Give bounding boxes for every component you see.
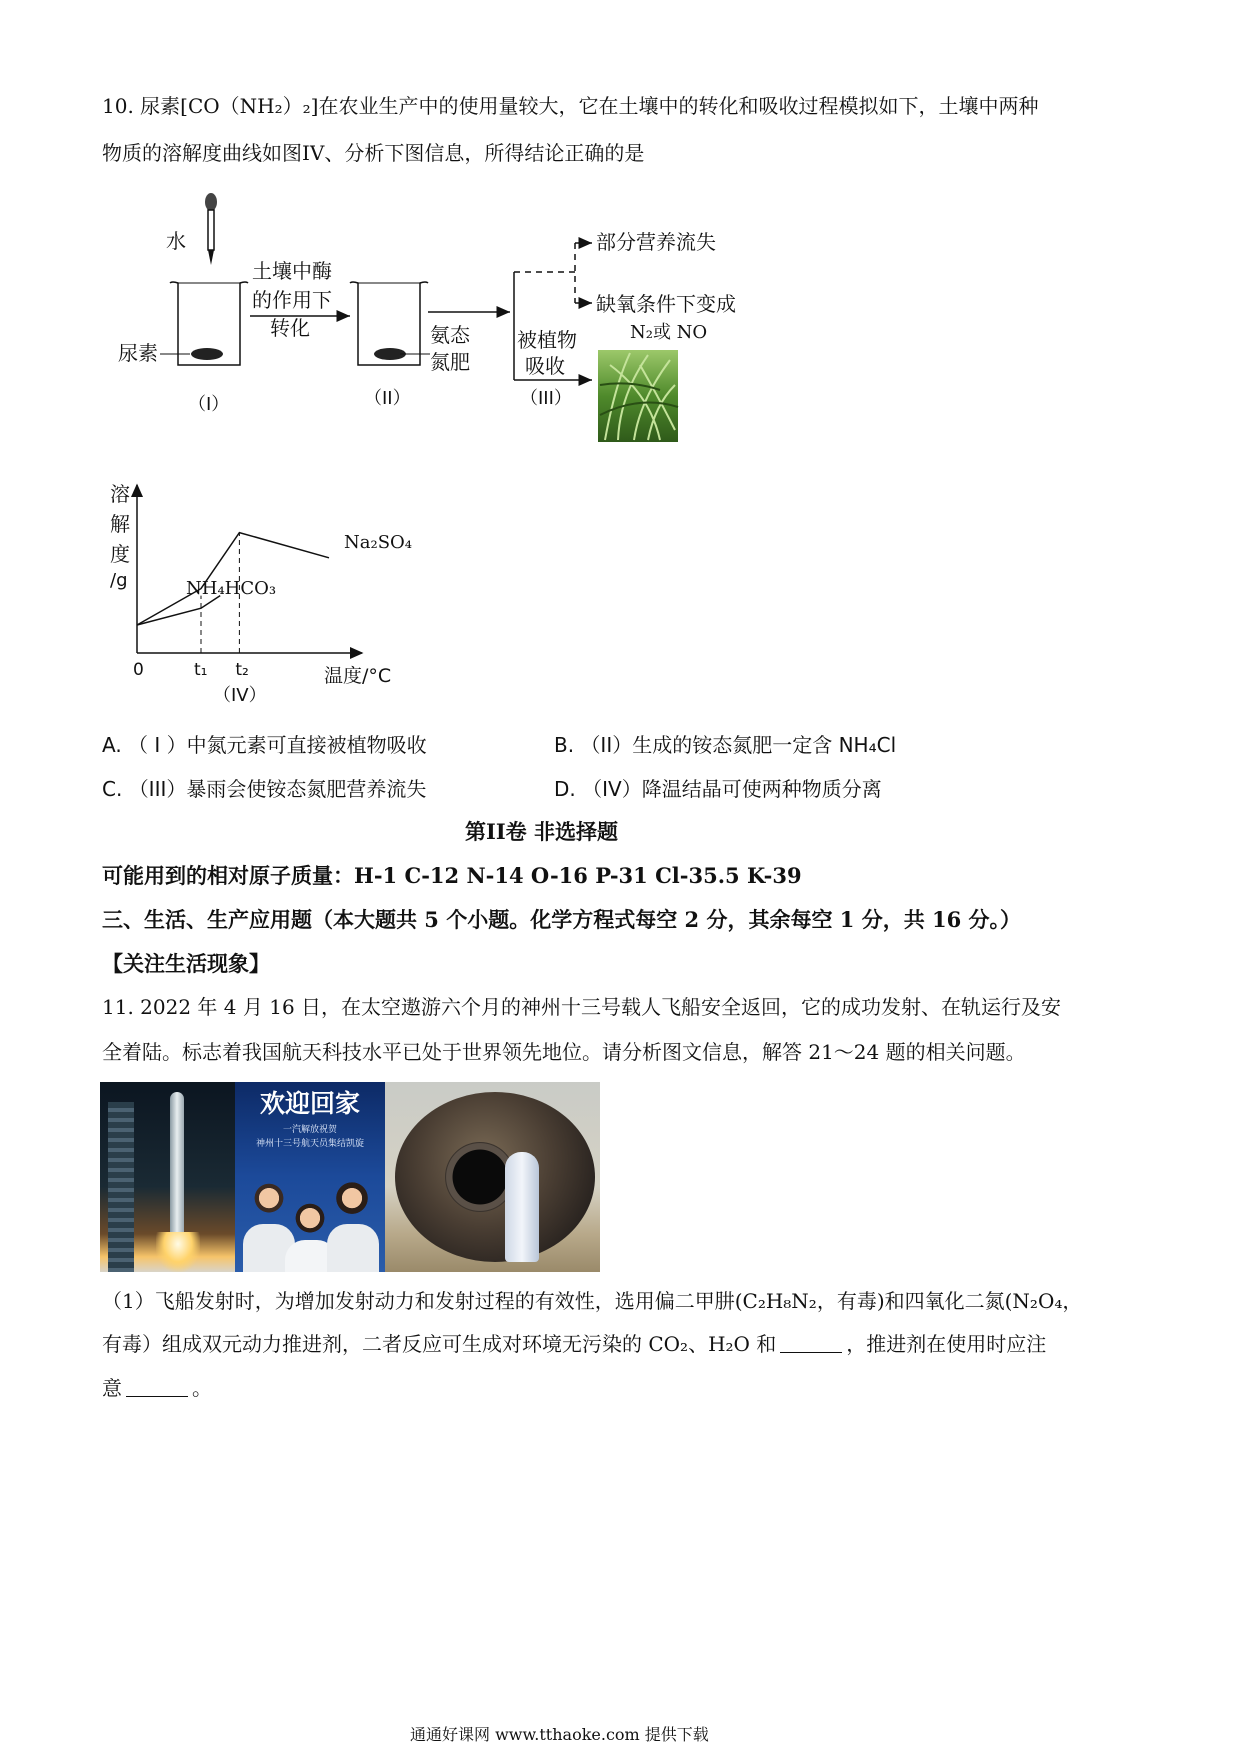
q11-part1-line3-end: 。 [192,1376,212,1400]
urea-pile-icon [191,348,223,360]
option-a-key: A. [102,733,122,757]
option-b-text: （II）生成的铵态氮肥一定含 NH₄Cl [580,733,897,757]
answer-blank-2[interactable] [126,1378,188,1397]
option-c-text: （III）暴雨会使铵态氮肥营养流失 [128,777,427,801]
poster-title: 欢迎回家 [259,1089,360,1118]
poster-subtitle-2: 神州十三号航天员集结凯旋 [255,1139,364,1149]
q11-stem-line2: 全着陆。标志着我国航天科技水平已处于世界领先地位。请分析图文信息，解答 21～24 题的相关问题。 [102,1040,1026,1064]
fertilizer-text-2: 氮肥 [430,350,470,374]
welcome-home-poster [235,1082,385,1272]
q11-part1-line2-end: ，推进剂在使用时应注 [846,1332,1047,1356]
option-b-key: B. [554,733,575,757]
x-tick-0: 0 [133,660,144,680]
urea-process-diagram [100,185,740,445]
option-c-key: C. [102,777,123,801]
label-iii: （III） [520,388,572,409]
absorb-text-2: 吸收 [525,354,565,378]
dropper-icon [205,193,217,265]
option-b[interactable] [554,731,896,759]
section-title: 第II卷 非选择题 [465,819,618,844]
series-nh4hco3 [137,596,220,625]
option-d[interactable] [554,775,882,803]
urea-label: 尿素 [118,341,158,365]
q11-part1-line1: （1）飞船发射时，为增加发射动力和发射过程的有效性，选用偏二甲肼(C₂H₈N₂，有毒)和四氧化二氮(N₂O₄， [102,1289,1083,1313]
q10-stem-line1: 10. 尿素[CO（NH₂）₂]在农业生产中的使用量较大，它在土壤中的转化和吸收过程模拟如下，土壤中两种 [102,94,1039,118]
solubility-chart [100,475,440,715]
y-label-2: 解 [110,512,130,536]
chart-caption: （IV） [213,685,267,706]
x-tick-t1: t₁ [194,660,208,680]
label-i: （I） [188,394,230,415]
option-c[interactable] [102,775,426,803]
gases-label: N₂或 NO [630,322,708,343]
q11-part1-line2 [102,1330,1046,1358]
option-d-key: D. [554,777,576,801]
series-na2so4-label: Na₂SO₄ [344,532,413,553]
x-tick-t2: t₂ [235,660,249,680]
arrow1-text-3: 转化 [270,316,310,340]
anoxic-label: 缺氧条件下变成 [596,292,736,316]
water-label: 水 [166,229,186,253]
y-label-3: 度 [110,542,130,566]
part-three-heading: 三、生活、生产应用题（本大题共 5 个小题。化学方程式每空 2 分，其余每空 1 分，共 16 分。） [102,907,1022,932]
answer-blank-1[interactable] [780,1334,842,1353]
q11-stem-line1: 11. 2022 年 4 月 16 日，在太空遨游六个月的神州十三号载人飞船安全返回，它的成功发射、在轨运行及安 [102,995,1062,1019]
option-d-text: （IV）降温结晶可使两种物质分离 [582,777,882,801]
q11-part1-line3 [102,1374,212,1402]
loss-label: 部分营养流失 [596,230,716,254]
poster-subtitle-1: 一汽解放祝贺 [282,1125,337,1135]
x-label: 温度/°C [324,665,392,687]
series-nh4hco3-label: NH₄HCO₃ [186,578,277,599]
option-a-text: （ I ）中氮元素可直接被植物吸收 [128,733,427,757]
y-label-1: 溶 [110,482,130,506]
atomic-masses: 可能用到的相对原子质量：H-1 C-12 N-14 O-16 P-31 Cl-35.5 K-39 [102,863,802,888]
focus-heading: 【关注生活现象】 [102,951,270,976]
absorb-text-1: 被植物 [517,328,577,352]
option-a[interactable] [102,731,427,759]
arrow1-text-2: 的作用下 [252,288,332,312]
q11-part1-line3-start: 意 [102,1376,122,1400]
rocket-launch-photo [100,1082,235,1272]
q10-stem-line2: 物质的溶解度曲线如图IV、分析下图信息，所得结论正确的是 [102,141,645,165]
label-ii: （II） [364,388,411,409]
plant-photo [598,350,678,442]
q11-part1-line2-start: 有毒）组成双元动力推进剂，二者反应可生成对环境无污染的 CO₂、H₂O 和 [102,1332,777,1356]
arrow1-text-1: 土壤中酶 [252,259,332,283]
return-capsule-photo [385,1082,600,1272]
y-label-4: /g [110,570,128,591]
footer-source: 通通好课网 www.tthaoke.com 提供下载 [410,1725,709,1744]
fertilizer-text-1: 氨态 [430,323,470,347]
